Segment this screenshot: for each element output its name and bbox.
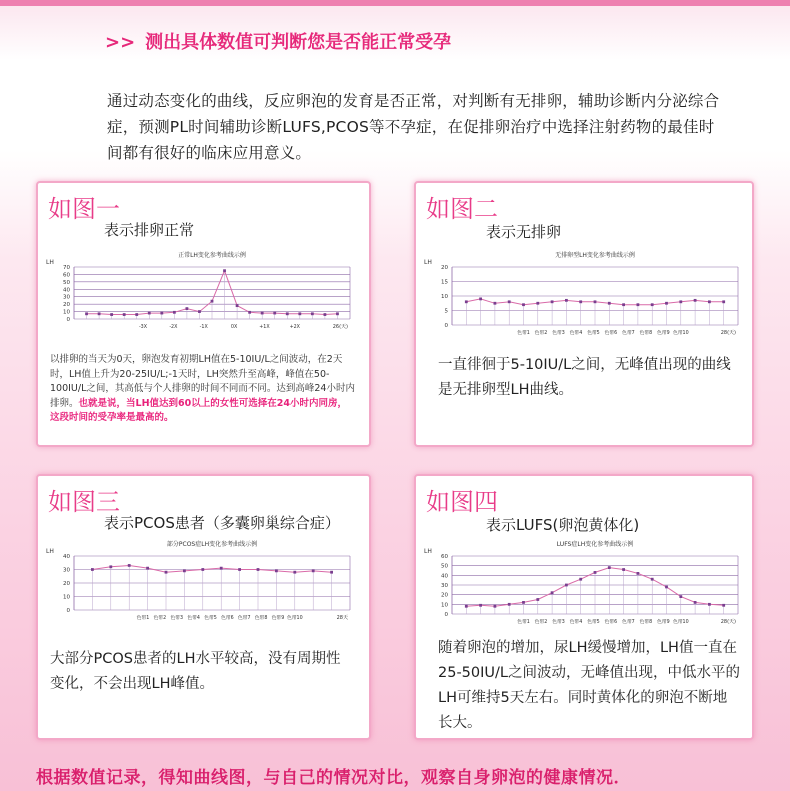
data-point bbox=[565, 299, 568, 302]
data-point bbox=[508, 300, 511, 303]
x-tick-label: 色带1 bbox=[517, 331, 530, 336]
x-tick-label: 色带7 bbox=[622, 620, 635, 625]
y-tick-label: 40 bbox=[63, 287, 70, 294]
data-point bbox=[637, 303, 640, 306]
intro-paragraph: 通过动态变化的曲线，反应卵泡的发育是否正常，对判断有无排卵，辅助诊断内分泌综合症，预测PL时间辅助诊断LUFS,PCOS等不孕症，在促排卵治疗中选择注射药物的最佳时间都有很好的临床应用意义。 bbox=[107, 92, 720, 162]
data-point bbox=[91, 568, 94, 571]
y-tick-label: 30 bbox=[63, 567, 70, 574]
data-point bbox=[522, 601, 525, 604]
data-point bbox=[198, 310, 201, 313]
description-highlight: 也就是说，当LH值达到60以上的女性可选择在24小时内同房，这段时间的受孕率是最高的。 bbox=[50, 397, 347, 423]
panel-figure-3 bbox=[36, 474, 371, 740]
data-point bbox=[465, 300, 468, 303]
panel-subtitle: 表示LUFS(卵泡黄体化) bbox=[486, 516, 640, 534]
panel-title: 如图一 bbox=[48, 195, 120, 223]
x-axis-end-label: 26(天) bbox=[332, 324, 348, 330]
chart-title: 无排卵型LH变化参考曲线示例 bbox=[555, 252, 635, 259]
y-tick-label: 0 bbox=[444, 612, 448, 618]
data-point bbox=[160, 312, 163, 315]
data-point bbox=[536, 598, 539, 601]
data-point bbox=[223, 269, 226, 272]
x-tick-label: 色带4 bbox=[569, 331, 583, 336]
x-axis-end-label: 28(天) bbox=[720, 330, 736, 336]
data-point bbox=[522, 303, 525, 306]
data-point bbox=[330, 571, 333, 574]
data-point bbox=[465, 605, 468, 608]
x-axis-end-label: 28天 bbox=[336, 615, 348, 621]
chart-title: 部分PCOS症LH变化参考曲线示例 bbox=[166, 541, 258, 548]
data-point bbox=[508, 603, 511, 606]
data-point bbox=[722, 604, 725, 607]
y-axis-label: LH bbox=[46, 548, 54, 555]
y-tick-label: 50 bbox=[63, 279, 70, 286]
y-tick-label: 10 bbox=[441, 294, 448, 300]
x-tick-label: 色带10 bbox=[286, 616, 303, 621]
lh-chart-normal bbox=[44, 249, 364, 339]
data-point bbox=[637, 572, 640, 575]
y-tick-label: 20 bbox=[441, 265, 448, 271]
y-tick-label: 10 bbox=[63, 309, 70, 316]
data-point bbox=[186, 307, 189, 310]
data-point bbox=[565, 584, 568, 587]
x-tick-label: 色带10 bbox=[672, 331, 689, 336]
data-point bbox=[173, 311, 176, 314]
data-point bbox=[608, 302, 611, 305]
panel-description: 随着卵泡的增加，尿LH缓慢增加，LH值一直在25-50IU/L之间波动，无峰值出现，中低水平的LH可维持5天左右。同时黄体化的卵泡不断地长大。 bbox=[438, 640, 740, 731]
panel-subtitle: 表示PCOS患者（多囊卵巢综合症） bbox=[104, 514, 340, 532]
x-tick-label: 色带6 bbox=[604, 331, 618, 336]
data-point bbox=[594, 571, 597, 574]
x-tick-label: 色带8 bbox=[254, 616, 268, 621]
y-tick-label: 30 bbox=[63, 294, 70, 301]
data-point bbox=[298, 312, 301, 315]
panel-figure-2 bbox=[414, 181, 754, 447]
data-point bbox=[622, 568, 625, 571]
data-point bbox=[165, 571, 168, 574]
data-point bbox=[479, 604, 482, 607]
x-tick-label: 色带2 bbox=[153, 616, 167, 621]
y-tick-label: 60 bbox=[441, 554, 448, 560]
data-point bbox=[679, 595, 682, 598]
y-tick-label: 50 bbox=[441, 563, 448, 570]
panel-title: 如图三 bbox=[48, 488, 120, 516]
y-tick-label: 30 bbox=[441, 583, 448, 589]
data-point bbox=[293, 571, 296, 574]
x-axis-end-label: 28(天) bbox=[720, 619, 736, 625]
x-tick-label: 色带9 bbox=[656, 331, 670, 336]
y-tick-label: 70 bbox=[63, 265, 70, 271]
x-tick-label: 色带3 bbox=[552, 620, 565, 625]
y-tick-label: 15 bbox=[441, 279, 448, 286]
data-point bbox=[665, 302, 668, 305]
data-point bbox=[109, 565, 112, 568]
data-point bbox=[694, 601, 697, 604]
x-tick-label: 色带6 bbox=[221, 616, 234, 621]
x-tick-label: 色带6 bbox=[604, 620, 618, 625]
y-tick-label: 5 bbox=[444, 308, 448, 315]
x-tick-label: 色带1 bbox=[136, 616, 150, 621]
data-point bbox=[679, 300, 682, 303]
y-tick-label: 20 bbox=[441, 592, 448, 599]
chart-title: 正常LH变化参考曲线示例 bbox=[178, 252, 246, 259]
panel-subtitle: 表示无排卵 bbox=[486, 223, 562, 241]
panel-title: 如图四 bbox=[426, 488, 498, 516]
data-point bbox=[98, 312, 101, 315]
data-point bbox=[651, 578, 654, 581]
data-point bbox=[594, 300, 597, 303]
y-axis-label: LH bbox=[424, 259, 432, 266]
data-point bbox=[579, 300, 582, 303]
data-point bbox=[128, 564, 131, 567]
x-tick-label: 色带3 bbox=[552, 331, 565, 336]
panel-description: 大部分PCOS患者的LH水平较高，没有周期性变化，不会出现LH峰值。 bbox=[50, 651, 341, 692]
x-tick-label: 色带5 bbox=[587, 620, 600, 625]
description-text: 以排卵的当天为0天，卵泡发育初期LH值在5-10IU/L之间波动，在2天时，LH值上升为20-25IU/L;-1天时，LH突然升至高峰，峰值在50-100IU/L之间，其高低与个人排卵的时间不同而不同。达到高峰24小时内排卵。 bbox=[50, 354, 355, 409]
x-tick-label: 色带1 bbox=[517, 620, 530, 625]
y-tick-label: 40 bbox=[63, 554, 70, 560]
data-point bbox=[135, 313, 138, 316]
data-point bbox=[622, 303, 625, 306]
y-tick-label: 40 bbox=[441, 573, 448, 580]
data-point bbox=[494, 605, 497, 608]
section-header bbox=[105, 28, 451, 54]
data-point bbox=[708, 603, 711, 606]
y-tick-label: 20 bbox=[63, 302, 70, 309]
x-tick-label: -2X bbox=[169, 325, 178, 330]
y-tick-label: 0 bbox=[66, 608, 70, 614]
data-point bbox=[220, 567, 223, 570]
y-tick-label: 10 bbox=[441, 602, 448, 609]
y-axis-label: LH bbox=[46, 259, 54, 266]
data-point bbox=[146, 567, 149, 570]
y-tick-label: 0 bbox=[66, 317, 70, 323]
lh-chart-lufs bbox=[422, 538, 746, 634]
data-point bbox=[248, 311, 251, 314]
panel-figure-4 bbox=[414, 474, 754, 740]
x-tick-label: +1X bbox=[259, 325, 270, 330]
data-point bbox=[694, 299, 697, 302]
x-tick-label: 色带2 bbox=[534, 331, 548, 336]
lh-chart-pcos bbox=[44, 538, 364, 628]
data-point bbox=[579, 578, 582, 581]
data-point bbox=[336, 312, 339, 315]
x-tick-label: 色带8 bbox=[639, 620, 653, 625]
double-chevron-icon: >> bbox=[105, 32, 136, 53]
data-point bbox=[257, 568, 260, 571]
x-tick-label: +2X bbox=[289, 325, 300, 330]
data-point bbox=[286, 312, 289, 315]
data-point bbox=[494, 302, 497, 305]
y-tick-label: 60 bbox=[63, 272, 70, 279]
data-point bbox=[479, 298, 482, 301]
footer-note: 根据数值记录，得知曲线图，与自己的情况对比，观察自身卵泡的健康情况． bbox=[36, 768, 631, 788]
data-point bbox=[551, 300, 554, 303]
data-point bbox=[536, 302, 539, 305]
y-axis-label: LH bbox=[424, 548, 432, 555]
data-point bbox=[201, 568, 204, 571]
data-point bbox=[311, 312, 314, 315]
panel-description: 一直徘徊于5-10IU/L之间，无峰值出现的曲线是无排卵型LH曲线。 bbox=[438, 357, 731, 398]
header-title: 测出具体数值可判断您是否能正常受孕 bbox=[145, 32, 452, 53]
x-tick-label: 色带2 bbox=[534, 620, 548, 625]
x-tick-label: 色带8 bbox=[639, 331, 653, 336]
panel-subtitle: 表示排卵正常 bbox=[104, 221, 195, 239]
top-accent-bar bbox=[0, 0, 790, 6]
data-point bbox=[148, 312, 151, 315]
x-tick-label: 色带5 bbox=[587, 331, 600, 336]
y-tick-label: 20 bbox=[63, 581, 70, 587]
data-point bbox=[708, 300, 711, 303]
x-tick-label: 色带10 bbox=[672, 620, 689, 625]
x-tick-label: -3X bbox=[138, 325, 148, 330]
lh-chart-anovulation bbox=[422, 249, 746, 345]
data-point bbox=[211, 300, 214, 303]
data-point bbox=[551, 591, 554, 594]
data-point bbox=[110, 313, 113, 316]
chart-title: LUFS症LH变化参考曲线示例 bbox=[556, 541, 634, 548]
x-tick-label: 色带9 bbox=[656, 620, 670, 625]
panel-figure-1 bbox=[36, 181, 371, 447]
data-point bbox=[722, 300, 725, 303]
data-point bbox=[273, 312, 276, 315]
data-point bbox=[324, 313, 327, 316]
data-point bbox=[85, 312, 88, 315]
panel-description bbox=[50, 353, 356, 426]
x-tick-label: 色带4 bbox=[569, 620, 583, 625]
x-tick-label: 色带5 bbox=[204, 616, 217, 621]
x-tick-label: 0X bbox=[230, 325, 238, 330]
x-tick-label: 色带7 bbox=[237, 616, 251, 621]
data-point bbox=[665, 586, 668, 589]
data-point bbox=[651, 303, 654, 306]
x-tick-label: 色带3 bbox=[170, 616, 184, 621]
data-point bbox=[183, 569, 186, 572]
x-tick-label: -1X bbox=[199, 325, 208, 330]
y-tick-label: 10 bbox=[63, 594, 70, 601]
x-tick-label: 色带9 bbox=[271, 616, 285, 621]
x-tick-label: 色带4 bbox=[187, 616, 200, 621]
y-tick-label: 0 bbox=[444, 323, 448, 329]
panel-title: 如图二 bbox=[426, 195, 498, 223]
x-tick-label: 色带7 bbox=[622, 331, 635, 336]
data-point bbox=[261, 312, 264, 315]
data-point bbox=[238, 568, 241, 571]
data-point bbox=[608, 566, 611, 569]
data-point bbox=[123, 313, 126, 316]
data-point bbox=[312, 569, 315, 572]
data-point bbox=[236, 304, 239, 307]
data-point bbox=[275, 569, 278, 572]
